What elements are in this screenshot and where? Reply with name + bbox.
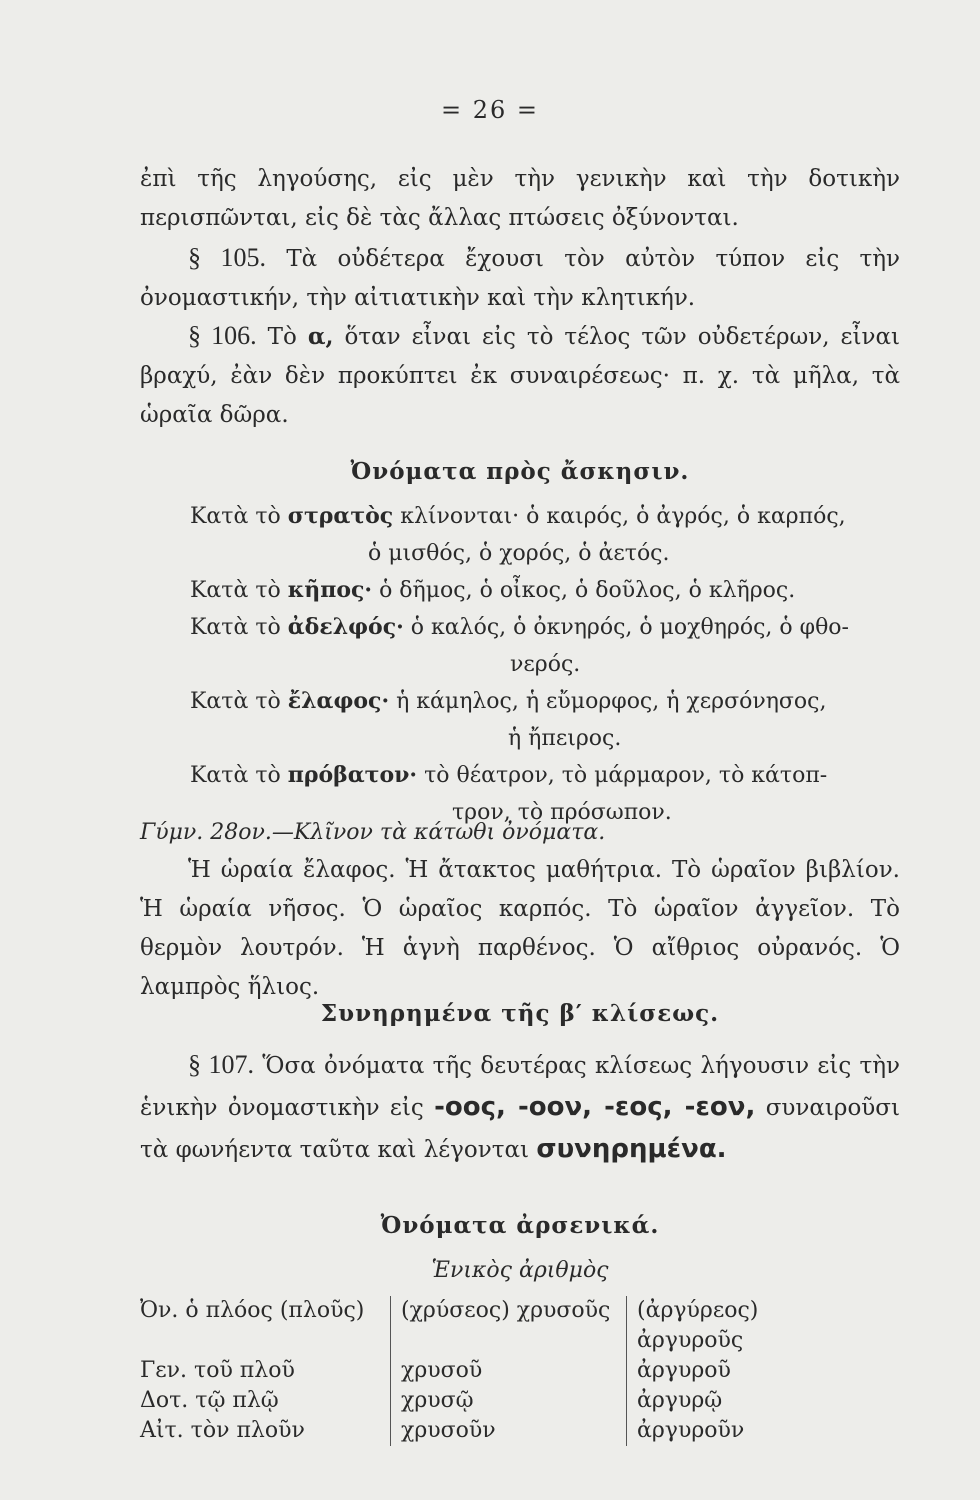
section-106-part-a: Τὸ xyxy=(267,324,297,350)
table-row: Ὀν. ὁ πλόος (πλοῦς) (χρύσεος) χρυσοῦς (ἀργύρεος) ἀργυροῦς xyxy=(140,1296,877,1356)
table-row: Αἰτ. τὸν πλοῦν χρυσοῦν ἀργυροῦν xyxy=(140,1416,877,1446)
section-105-text: Τὰ οὐδέτερα ἔχουσι τὸν αὐτὸν τύπον εἰς τὴν ὀνομαστικήν, τὴν αἰτιατικὴν καὶ τὴν κλητικήν. xyxy=(140,246,901,311)
masculine-heading: Ὀνόματα ἀρσενικά. xyxy=(380,1212,660,1239)
section-107-suffixes: -οος, -οον, -εος, -εον, xyxy=(434,1092,756,1122)
singular-subheading: Ἑνικὸς ἀριθμὸς xyxy=(431,1258,609,1283)
exercise-heading: Ὀνόματα πρὸς ἄσκησιν. xyxy=(350,458,690,485)
section-106 xyxy=(140,316,900,435)
section-number-105: § 105. xyxy=(188,243,266,272)
contracted-heading: Συνηρημένα τῆς β′ κλίσεως. xyxy=(320,1000,720,1027)
exercise-item-2: Κατὰ τὸ κῆπος· ὁ δῆμος, ὁ οἶκος, ὁ δοῦλος, ὁ κλῆρος. xyxy=(190,577,796,603)
gymnasma-text: Ἡ ὡραία ἔλαφος. Ἡ ἄτακτος μαθήτρια. Τὸ ὡραῖον βιβλίον. Ἡ ὡραία νῆσος. Ὁ ὡραῖος καρπός. Τὸ ὡραῖον ἀγγεῖον. Τὸ θερμὸν λουτρόν. Ἡ ἁγνὴ παρθένος. Ὁ αἴθριος οὐρανός. Ὁ λαμπρὸς ἥλιος. xyxy=(140,857,900,1000)
section-107-part-a: Ὅσα ὀνόματα τῆς δευτέρας κλίσεως λήγουσιν εἰς τὴν ἑνικὴν ὀνομαστικὴν εἰς xyxy=(140,1053,900,1121)
exercise-list xyxy=(190,498,910,831)
table-row: Γεν. τοῦ πλοῦ χρυσοῦ ἀργυροῦ xyxy=(140,1356,877,1386)
exercise-item-1: Κατὰ τὸ στρατὸς κλίνονται· ὁ καιρός, ὁ ἀγρός, ὁ καρπός, ὁ μισθός, ὁ χορός, ὁ ἀετός. xyxy=(190,503,846,566)
exercise-item-4: Κατὰ τὸ ἔλαφος· ἡ κάμηλος, ἡ εὔμορφος, ἡ χερσόνησος, ἡ ἤπειρος. xyxy=(190,688,827,751)
section-107-part-b: συναιροῦσι τὰ φωνήεντα ταῦτα καὶ λέγονται xyxy=(140,1095,900,1163)
page-number: = 26 = xyxy=(440,96,539,124)
section-105 xyxy=(140,238,900,318)
section-106-example: τὰ μῆλα, τὰ ὡραῖα δῶρα. xyxy=(140,363,901,428)
section-106-part-b: ὅταν εἶναι εἰς τὸ τέλος τῶν οὐδετέρων, εἶναι βραχύ, ἐὰν δὲν προκύπτει ἐκ συναιρέσεως· π. χ. xyxy=(140,324,901,389)
gymnasma xyxy=(140,814,900,1007)
table-row: Δοτ. τῷ πλῷ χρυσῷ ἀργυρῷ xyxy=(140,1386,877,1416)
gymnasma-title: Γύμν. 28ον.—Κλῖνον τὰ κάτωθι ὀνόματα. xyxy=(140,820,606,845)
section-107 xyxy=(140,1044,900,1171)
section-number-106: § 106. xyxy=(188,321,257,350)
paragraph-continuation xyxy=(140,160,900,238)
section-107-term: συνηρημένα. xyxy=(536,1134,727,1164)
declension-table xyxy=(140,1296,877,1446)
exercise-item-5: Κατὰ τὸ πρόβατον· τὸ θέατρον, τὸ μάρμαρον, τὸ κάτοπ- τρον, τὸ πρόσωπον. xyxy=(190,762,828,825)
exercise-item-3: Κατὰ τὸ ἀδελφός· ὁ καλός, ὁ ὀκνηρός, ὁ μοχθηρός, ὁ φθο- νερός. xyxy=(190,614,849,677)
section-number-107: § 107. xyxy=(188,1050,254,1079)
para1: ἐπὶ τῆς ληγούσης, εἰς μὲν τὴν γενικὴν καὶ τὴν δοτικὴν περισπῶνται, εἰς δὲ τὰς ἄλλας πτώσεις ὀξύνονται. xyxy=(140,166,900,231)
section-106-alpha: α, xyxy=(307,323,334,350)
